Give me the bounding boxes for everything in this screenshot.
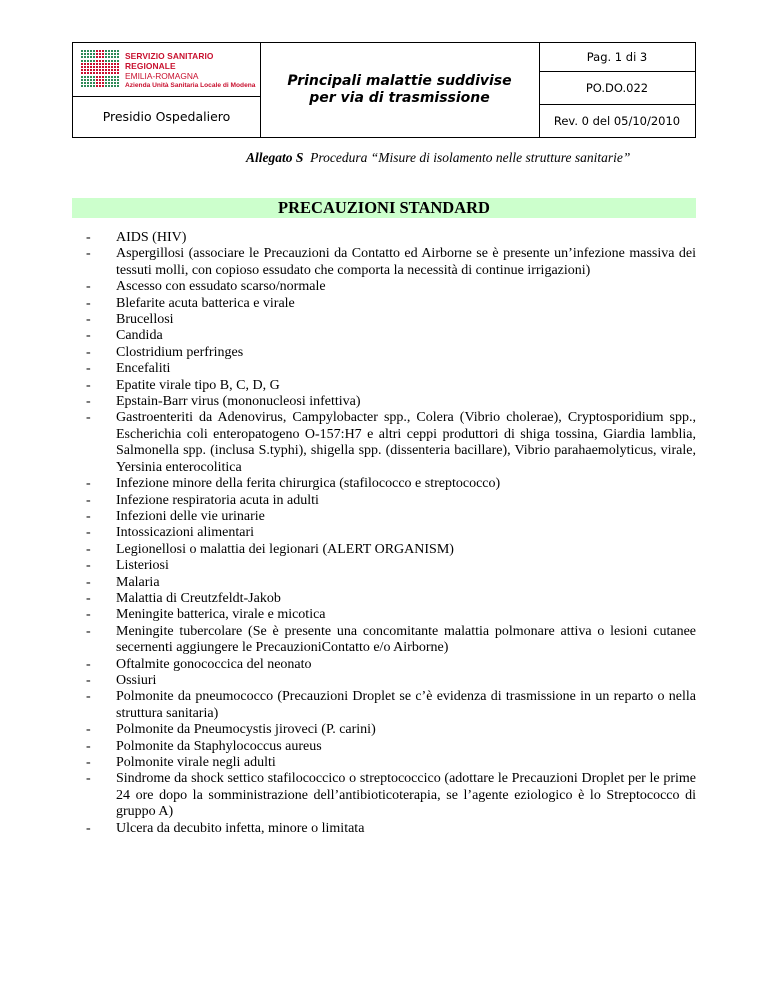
- list-item-text: Blefarite acuta batterica e virale: [116, 295, 295, 311]
- bullet-dash-icon: -: [86, 738, 91, 754]
- list-item: [72, 575, 696, 591]
- list-item-text: Sindrome da shock settico stafilococcico o streptococcico (adottare le Precauzioni Droplet per le prime 24 ore dopo la somministrazione dell’antibioticoterapia, se l’agente eziologico è lo Streptococco di gruppo A): [116, 771, 696, 820]
- list-item-text: Polmonite da Pneumocystis jiroveci (P. carini): [116, 722, 376, 738]
- list-item: [72, 246, 696, 279]
- bullet-dash-icon: -: [86, 525, 91, 541]
- bullet-dash-icon: -: [86, 623, 91, 639]
- list-item-text: Polmonite virale negli adulti: [116, 755, 276, 770]
- bullet-dash-icon: -: [86, 377, 91, 393]
- list-item: [72, 345, 696, 361]
- bullet-dash-icon: -: [86, 607, 91, 623]
- list-item-text: Ascesso con essudato scarso/normale: [116, 279, 326, 295]
- list-item-text: Gastroenteriti da Adenovirus, Campylobacter spp., Colera (Vibrio cholerae), Cryptosporidium spp., Escherichia coli enteropatogeno O-157:H7 e altri ceppi produttori di shiga tossina, Giardia lamblia, Salmonella spp. (inclusa S.typhi), shigella spp. (dissenteria bacillare), Vibrio parahaemolyticus, virale, Yersinia enterocolitica: [116, 410, 696, 475]
- list-item-text: Infezioni delle vie urinarie: [116, 508, 265, 524]
- bullet-dash-icon: -: [86, 279, 91, 295]
- header-title-cell: [260, 43, 540, 137]
- logo-line1: SERVIZIO SANITARIO REGIONALE: [125, 51, 214, 71]
- bullet-dash-icon: -: [86, 558, 91, 574]
- bullet-dash-icon: -: [86, 344, 91, 360]
- bullet-dash-icon: -: [86, 541, 91, 557]
- document-header: [72, 42, 696, 138]
- bullet-dash-icon: -: [86, 394, 91, 410]
- list-item: [72, 755, 696, 771]
- list-item: [72, 279, 696, 295]
- list-item: [72, 493, 696, 509]
- bullet-dash-icon: -: [86, 230, 91, 245]
- document-title: Principali malattie suddivise per via di trasmissione: [287, 73, 512, 106]
- list-item-text: Encefaliti: [116, 361, 171, 377]
- list-item-text: Legionellosi o malattia dei legionari (ALERT ORGANISM): [116, 541, 454, 557]
- list-item-text: Infezione minore della ferita chirurgica (stafilococco e streptococco): [116, 476, 501, 492]
- section-title: PRECAUZIONI STANDARD: [278, 198, 490, 217]
- list-item-text: Epstain-Barr virus (mononucleosi infettiva): [116, 394, 361, 410]
- allegato-label: Allegato S: [246, 150, 304, 165]
- list-item: [72, 509, 696, 525]
- list-item-text: AIDS (HIV): [116, 230, 187, 245]
- list-item: [72, 771, 696, 820]
- list-item: [72, 624, 696, 657]
- list-item-text: Clostridium perfringes: [116, 344, 244, 360]
- list-item-text: Ulcera da decubito infetta, minore o limitata: [116, 820, 365, 836]
- list-item: [72, 542, 696, 558]
- bullet-dash-icon: -: [86, 755, 91, 770]
- list-item: [72, 525, 696, 541]
- bullet-dash-icon: -: [86, 771, 91, 787]
- list-item: [72, 722, 696, 738]
- list-item-text: Infezione respiratoria acuta in adulti: [116, 492, 319, 508]
- list-item: [72, 607, 696, 623]
- bullet-dash-icon: -: [86, 508, 91, 524]
- list-item: [72, 296, 696, 312]
- list-item: [72, 230, 696, 246]
- logo-dot-grid-icon: [81, 50, 121, 88]
- bullet-dash-icon: -: [86, 361, 91, 377]
- list-item-text: Malattia di Creutzfeldt-Jakob: [116, 590, 281, 606]
- list-item: [72, 591, 696, 607]
- list-item: [72, 328, 696, 344]
- list-item: [72, 821, 696, 837]
- logo: [73, 43, 260, 97]
- list-item: [72, 558, 696, 574]
- logo-text: [125, 51, 260, 91]
- section-header: [72, 198, 696, 218]
- list-item-text: Ossiuri: [116, 672, 157, 688]
- bullet-dash-icon: -: [86, 574, 91, 590]
- list-item-text: Meningite batterica, virale e micotica: [116, 607, 326, 623]
- document-code: PO.DO.022: [539, 72, 695, 105]
- list-item: [72, 476, 696, 492]
- allegato-text: Procedura “Misure di isolamento nelle strutture sanitarie”: [310, 150, 631, 165]
- list-item: [72, 394, 696, 410]
- list-item: [72, 410, 696, 476]
- bullet-dash-icon: -: [86, 246, 91, 262]
- list-item: [72, 312, 696, 328]
- bullet-dash-icon: -: [86, 492, 91, 508]
- list-item-text: Aspergillosi (associare le Precauzioni da Contatto ed Airborne se è presente un’infezione massiva dei tessuti molli, con copioso essudato che comporta la necessità di continue irrigazioni): [116, 246, 696, 278]
- bullet-dash-icon: -: [86, 590, 91, 606]
- list-item-text: Brucellosi: [116, 312, 174, 328]
- bullet-dash-icon: -: [86, 820, 91, 836]
- page-number: Pag. 1 di 3: [539, 43, 695, 72]
- bullet-dash-icon: -: [86, 672, 91, 688]
- bullet-dash-icon: -: [86, 722, 91, 738]
- list-item-text: Listeriosi: [116, 558, 169, 574]
- list-item-text: Intossicazioni alimentari: [116, 525, 255, 541]
- list-item-text: Epatite virale tipo B, C, D, G: [116, 377, 280, 393]
- header-right-column: [539, 43, 695, 137]
- allegato-line: [246, 150, 630, 166]
- bullet-dash-icon: -: [86, 689, 91, 705]
- logo-line3: Azienda Unità Sanitaria Locale di Modena: [125, 82, 256, 89]
- bullet-dash-icon: -: [86, 312, 91, 328]
- revision-date: Rev. 0 del 05/10/2010: [553, 114, 681, 128]
- list-item: [72, 689, 696, 722]
- bullet-dash-icon: -: [86, 656, 91, 672]
- list-item: [72, 739, 696, 755]
- bullet-dash-icon: -: [86, 295, 91, 311]
- list-item-text: Polmonite da Staphylococcus aureus: [116, 738, 322, 754]
- list-item-text: Polmonite da pneumococco (Precauzioni Droplet se c’è evidenza di trasmissione in un reparto o nella struttura sanitaria): [116, 689, 696, 721]
- list-item-text: Malaria: [116, 574, 160, 590]
- list-item-text: Oftalmite gonococcica del neonato: [116, 656, 312, 672]
- bullet-dash-icon: -: [86, 328, 91, 344]
- bullet-dash-icon: -: [86, 476, 91, 492]
- presidio-label: Presidio Ospedaliero: [102, 109, 231, 124]
- disease-list: [72, 230, 696, 837]
- list-item-text: Candida: [116, 328, 163, 344]
- bullet-dash-icon: -: [86, 410, 91, 426]
- list-item-text: Meningite tubercolare (Se è presente una concomitante malattia polmonare attiva o lesioni cutanee secernenti aggiungere le PrecauzioniContatto e/o Airborne): [116, 623, 696, 656]
- list-item: [72, 673, 696, 689]
- list-item: [72, 378, 696, 394]
- list-item: [72, 361, 696, 377]
- header-left-column: [73, 43, 261, 137]
- list-item: [72, 657, 696, 673]
- logo-line2: EMILIA-ROMAGNA: [125, 71, 199, 81]
